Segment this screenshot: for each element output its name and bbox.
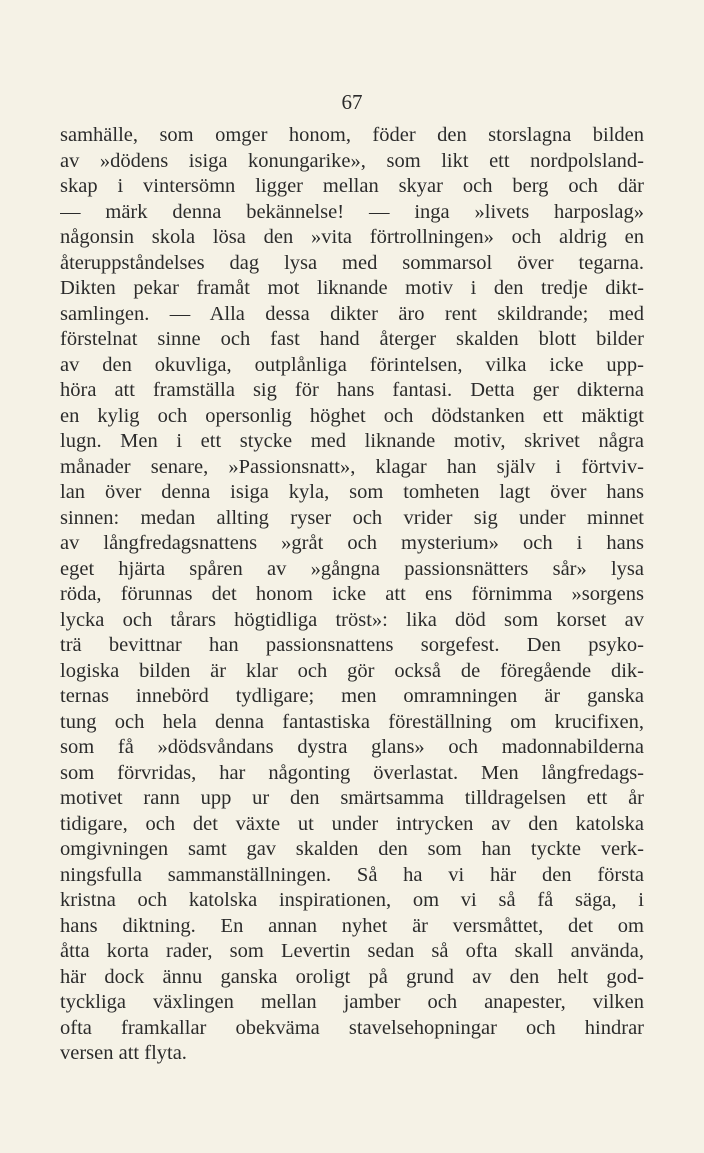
text-line: omgivningen samt gav skalden den som han tyckte verk- (60, 838, 644, 860)
text-line: trä bevittnar han passionsnattens sorgefest. Den psyko- (60, 634, 644, 656)
body-text (60, 123, 644, 1067)
text-line: ofta framkallar obekväma stavelsehopningar och hindrar (60, 1016, 644, 1039)
text-line: samhälle, som omger honom, föder den storslagna bilden (60, 124, 644, 146)
text-line: höra att framställa sig för hans fantasi. Detta ger dikterna (60, 379, 644, 401)
text-line: röda, förunnas det honom icke att ens förnimma »sorgens (60, 583, 644, 605)
text-line: Dikten pekar framåt mot liknande motiv i den tredje dikt- (60, 277, 644, 299)
text-line: som få »dödsvåndans dystra glans» och madonnabilderna (60, 736, 644, 758)
text-line: återuppståndelses dag lysa med sommarsol över tegarna. (60, 251, 644, 274)
text-line: versen att flyta. (60, 1042, 187, 1064)
page-number: 67 (341, 90, 363, 114)
text-line: lugn. Men i ett stycke med liknande motiv, skrivet några (60, 430, 644, 452)
text-line: tung och hela denna fantastiska föreställning om krucifixen, (60, 710, 644, 733)
text-line: logiska bilden är klar och gör också de föregående dik- (60, 659, 644, 682)
text-line: av långfredagsnattens »gråt och mysterium» och i hans (60, 532, 644, 554)
text-line: eget hjärta spåren av »gångna passionsnätters sår» lysa (60, 557, 644, 580)
text-line: kristna och katolska inspirationen, om vi så få säga, i (60, 889, 644, 911)
text-line: åtta korta rader, som Levertin sedan så ofta skall använda, (60, 940, 644, 962)
text-line: sinnen: medan allting ryser och vrider sig under minnet (60, 506, 644, 529)
text-line: av den okuvliga, outplånliga förintelsen, vilka icke upp- (60, 353, 644, 376)
text-line: ningsfulla sammanställningen. Så ha vi här den första (60, 863, 644, 886)
text-line: lan över denna isiga kyla, som tomheten lagt över hans (60, 481, 644, 503)
text-line: ternas innebörd tydligare; men omramningen är ganska (60, 685, 644, 707)
text-line: samlingen. — Alla dessa dikter äro rent skildrande; med (60, 302, 644, 325)
text-line: hans diktning. En annan nyhet är versmåttet, det om (60, 914, 644, 937)
text-line: som förvridas, har någonting överlastat. Men långfredags- (60, 761, 644, 784)
text-line: tidigare, och det växte ut under intrycken av den katolska (60, 812, 644, 835)
text-line: förstelnat sinne och fast hand återger skalden blott bilder (60, 328, 644, 350)
text-line: av »dödens isiga konungarike», som likt ett nordpolsland- (60, 149, 644, 172)
text-line: någonsin skola lösa den »vita förtrollningen» och aldrig en (60, 226, 644, 248)
text-line: lycka och tårars högtidliga tröst»: lika död som korset av (60, 608, 644, 631)
text-line: — märk denna bekännelse! — inga »livets harposlag» (60, 200, 644, 223)
text-line: tyckliga växlingen mellan jamber och anapester, vilken (60, 991, 644, 1013)
text-line: motivet rann upp ur den smärtsamma tilldragelsen ett år (60, 787, 644, 809)
text-line: skap i vintersömn ligger mellan skyar och berg och där (60, 175, 644, 197)
text-line: en kylig och opersonlig höghet och dödstanken ett mäktigt (60, 404, 644, 427)
text-line: månader senare, »Passionsnatt», klagar han själv i förtviv- (60, 455, 644, 478)
text-line: här dock ännu ganska oroligt på grund av den helt god- (60, 965, 644, 988)
